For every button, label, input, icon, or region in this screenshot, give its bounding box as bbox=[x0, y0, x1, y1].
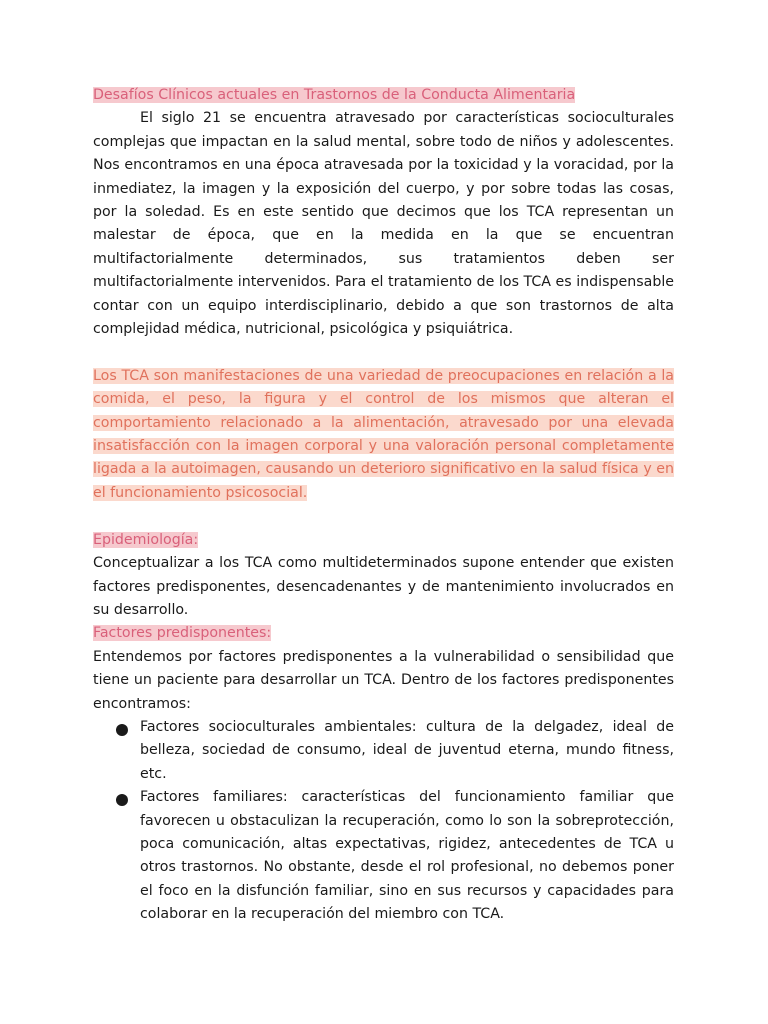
epidemiology-heading: Epidemiología: bbox=[93, 531, 199, 548]
bullet-icon bbox=[116, 794, 128, 806]
paragraph-spacer bbox=[93, 505, 674, 528]
intro-paragraph: El siglo 21 se encuentra atravesado por características socioculturales complejas que impactan en la salud mental, sobre todo de niños y adolescentes. Nos encontramos en una época atravesada por la toxicidad y la voracidad, por la inmediatez, la imagen y la exposición del cuerpo, y por sobre todas las cosas, por la soledad. Es en este sentido que decimos que los TCA representan un malestar de época, que en la medida en la que se encuentran multifactorialmente determinados, sus tratamientos deben ser multifactorialmente intervenidos. Para el tratamiento de los TCA es indispensable contar con un equipo interdisciplinario, debido a que son trastornos de alta complejidad médica, nutricional, psicológica y psiquiátrica. bbox=[93, 110, 674, 338]
epidemiology-heading-line bbox=[93, 529, 674, 552]
list-item bbox=[93, 716, 674, 786]
paragraph-spacer bbox=[93, 341, 674, 364]
predisposing-paragraph: Entendemos por factores predisponentes a la vulnerabilidad o sensibilidad que tiene un paciente para desarrollar un TCA. Dentro de los factores predisponentes encontramos: bbox=[93, 648, 674, 712]
definition-paragraph bbox=[93, 365, 674, 505]
list-item bbox=[93, 786, 674, 926]
predisposing-heading-line bbox=[93, 622, 674, 645]
list-item-text: Factores socioculturales ambientales: cultura de la delgadez, ideal de belleza, sociedad de consumo, ideal de juventud eterna, mundo fitness, etc. bbox=[140, 718, 674, 782]
bullet-icon bbox=[116, 724, 128, 736]
epidemiology-paragraph: Conceptualizar a los TCA como multideterminados supone entender que existen factores predisponentes, desencadenantes y de mantenimiento involucrados en su desarrollo. bbox=[93, 555, 674, 618]
document-title-line bbox=[93, 84, 674, 107]
predisposing-heading: Factores predisponentes: bbox=[93, 625, 272, 642]
list-item-text: Factores familiares: características del funcionamiento familiar que favorecen u obstaculizan la recuperación, como lo son la sobreprotección, poca comunicación, altas expectativas, rigidez, antecedentes de TCA u otros trastornos. No obstante, desde el rol profesional, no debemos poner el foco en la disfunción familiar, sino en sus recursos y capacidades para colaborar en la recuperación del miembro con TCA. bbox=[140, 789, 674, 923]
document-title: Desafíos Clínicos actuales en Trastornos de la Conducta Alimentaria bbox=[93, 87, 576, 103]
document-page bbox=[93, 84, 674, 927]
definition-text: Los TCA son manifestaciones de una variedad de preocupaciones en relación a la comida, el peso, la figura y el control de los mismos que alteran el comportamiento relacionado a la alimentación, atravesado por una elevada insatisfacción con la imagen corporal y una valoración personal completamente ligada a la autoimagen, causando un deterioro significativo en la salud física y en el funcionamiento psicosocial. bbox=[93, 367, 674, 501]
predisposing-factors-list bbox=[93, 716, 674, 927]
